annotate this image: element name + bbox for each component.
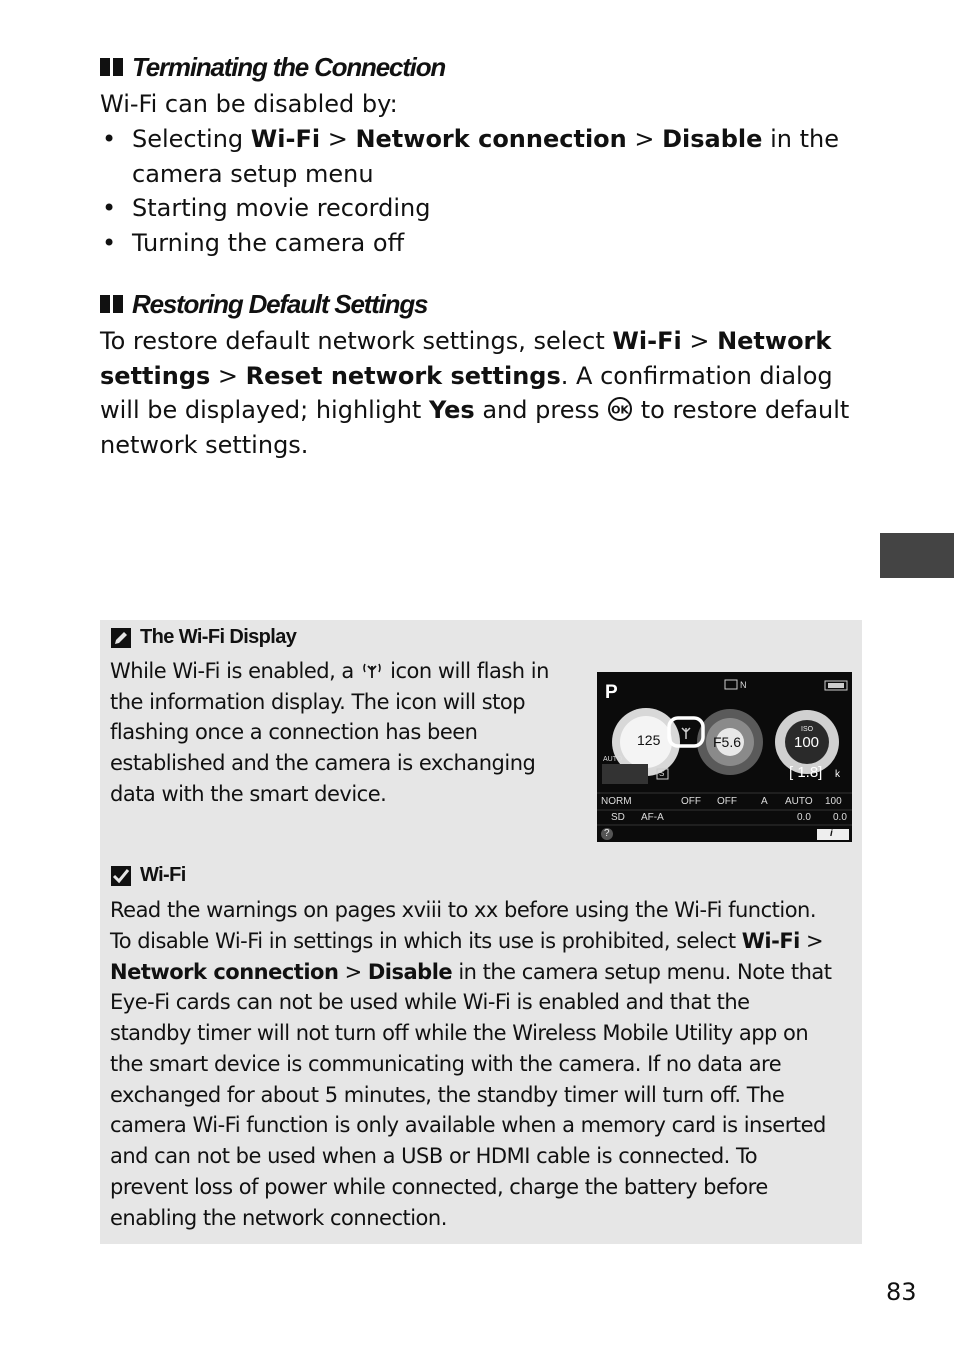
- section-title: Terminating the Connection: [132, 51, 446, 82]
- ok-button-icon: [607, 396, 633, 422]
- caution-check-icon: [110, 865, 132, 887]
- note-line: standby timer will not turn off while the Wireless Mobile Utility app on: [110, 1021, 809, 1045]
- chapter-tab: [880, 533, 954, 578]
- heading-marker-icon: [100, 295, 110, 313]
- heading-marker-icon: [113, 58, 123, 76]
- af-mode: AF-A: [641, 812, 664, 823]
- mode-indicator: P: [605, 682, 618, 703]
- info-icon: i: [830, 828, 833, 839]
- auto-label: AUTO: [603, 756, 623, 763]
- setting-value: OFF: [681, 796, 701, 807]
- note-line: exchanged for about 5 minutes, the standby timer will turn off. The: [110, 1083, 785, 1107]
- setting-value: AUTO: [785, 796, 813, 807]
- list-item: • Turning the camera off: [100, 226, 860, 261]
- wifi-antenna-icon: [360, 660, 384, 680]
- svg-text:OK: OK: [611, 403, 630, 417]
- flash-comp: 0.0: [833, 812, 847, 823]
- list-item: • Starting movie recording: [100, 191, 860, 226]
- note-line: data with the smart device.: [110, 782, 387, 806]
- heading-marker-icon: [100, 58, 110, 76]
- card-indicator: SD: [611, 812, 625, 823]
- note-title: Wi-Fi: [140, 864, 186, 886]
- aperture-value: F5.6: [713, 734, 742, 750]
- list-item: • Selecting Wi-Fi > Network connection > Disable in the camera setup menu: [100, 122, 860, 191]
- note-line: enabling the network connection.: [110, 1206, 447, 1230]
- setting-value: 100: [825, 796, 842, 807]
- disable-methods-list: [100, 122, 860, 260]
- wb-value: A: [761, 796, 768, 807]
- help-icon: ?: [604, 828, 610, 839]
- image-quality: NORM: [601, 796, 632, 807]
- note-heading-wifi-display: [110, 626, 296, 649]
- note-line: the smart device is communicating with the camera. If no data are: [110, 1052, 782, 1076]
- s-label: S: [659, 769, 665, 778]
- note-line: Read the warnings on pages xviii to xx before using the Wi-Fi function.: [110, 898, 817, 922]
- page-number: 83: [886, 1278, 917, 1306]
- note-line: To disable Wi-Fi in settings in which its use is prohibited, select Wi-Fi >: [110, 929, 824, 953]
- section-heading-terminating: [100, 50, 445, 84]
- note-line: Eye-Fi cards can not be used while Wi-Fi is enabled and that the: [110, 990, 750, 1014]
- section-heading-restoring: [100, 287, 427, 321]
- section-title: Restoring Default Settings: [132, 288, 428, 319]
- exposure-comp: 0.0: [797, 812, 811, 823]
- iso-label: ISO: [801, 726, 814, 733]
- camera-display-graphic: [597, 672, 852, 842]
- note-box: [100, 620, 862, 1244]
- note-line: While Wi-Fi is enabled, a icon will flash in: [110, 659, 549, 683]
- shutter-speed: 125: [637, 732, 661, 748]
- note-line: the information display. The icon will stop: [110, 690, 526, 714]
- frames-remaining: [ 1.8]: [789, 764, 823, 781]
- frames-unit: k: [835, 769, 840, 780]
- note-line: flashing once a connection has been: [110, 720, 478, 744]
- pencil-note-icon: [110, 627, 132, 649]
- camera-info-display: [597, 672, 852, 842]
- note-line: and can not be used when a USB or HDMI cable is connected. To: [110, 1144, 758, 1168]
- intro-text: Wi-Fi can be disabled by:: [100, 90, 398, 118]
- release-mode: N: [740, 680, 747, 690]
- note-heading-wifi: [110, 864, 186, 887]
- iso-value: 100: [794, 734, 820, 751]
- heading-marker-icon: [113, 295, 123, 313]
- note-title: The Wi-Fi Display: [140, 626, 297, 648]
- note-line: Network connection > Disable in the camera setup menu. Note that: [110, 960, 832, 984]
- note-line: established and the camera is exchanging: [110, 751, 536, 775]
- restore-paragraph: To restore default network settings, select Wi-Fi > Network settings > Reset network settings. A confirmation dialog will be displayed; highlight Yes and press OK to restore default network settings.: [100, 327, 850, 459]
- note-line: camera Wi-Fi function is only available when a memory card is inserted: [110, 1113, 826, 1137]
- note-line: prevent loss of power while connected, charge the battery before: [110, 1175, 768, 1199]
- setting-value: OFF: [717, 796, 737, 807]
